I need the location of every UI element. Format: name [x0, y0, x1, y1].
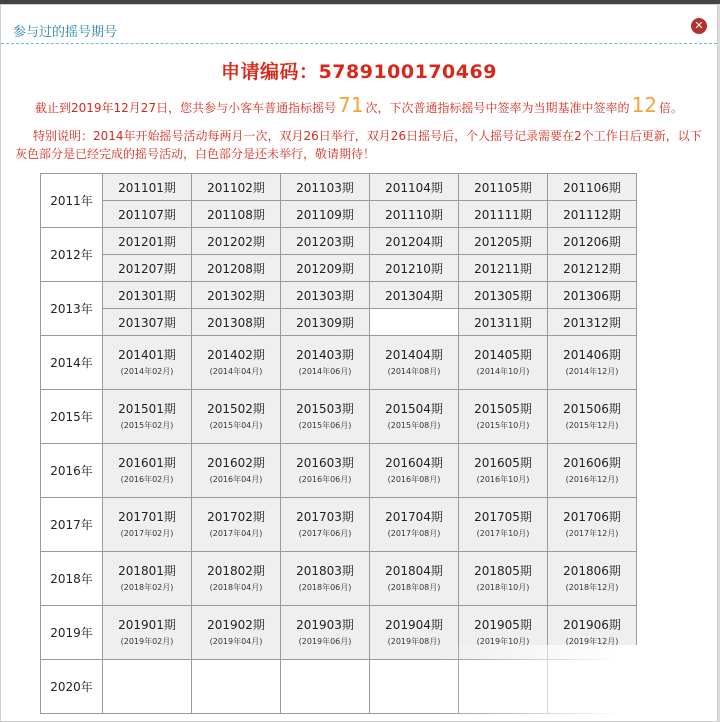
period-cell: 201201期 — [103, 228, 192, 255]
period-date: (2019年02月) — [120, 636, 174, 646]
period-cell: 201107期 — [103, 201, 192, 228]
period-number: 201406期 — [563, 347, 621, 362]
period-date: (2019年10月) — [476, 636, 530, 646]
table-row — [41, 390, 637, 444]
period-number: 201506期 — [563, 401, 621, 416]
period-cell: 201209期 — [281, 255, 370, 282]
period-cell — [192, 336, 281, 390]
year-label: 2011年 — [41, 174, 103, 228]
period-number: 201405期 — [474, 347, 532, 362]
period-cell — [548, 444, 637, 498]
period-cell-future — [370, 660, 459, 714]
period-date: (2016年02月) — [120, 474, 174, 484]
period-number: 201404期 — [385, 347, 443, 362]
period-number: 201902期 — [207, 617, 265, 632]
period-cell-future — [192, 660, 281, 714]
period-cell — [548, 390, 637, 444]
period-date: (2014年10月) — [476, 366, 530, 376]
period-cell — [459, 552, 548, 606]
period-number: 201504期 — [385, 401, 443, 416]
period-cell: 201308期 — [192, 309, 281, 336]
period-cell — [281, 336, 370, 390]
period-number: 201703期 — [296, 509, 354, 524]
period-cell — [459, 606, 548, 660]
period-cell — [548, 552, 637, 606]
period-date: (2017年06月) — [298, 528, 352, 538]
period-date: (2017年10月) — [476, 528, 530, 538]
participation-count: 71 — [338, 93, 364, 117]
special-note: 特别说明：2014年开始摇号活动每两月一次，双月26日举行，双月26日摇号后，个人摇号记录需要在2个工作日后更新，以下灰色部分是已经完成的摇号活动，白色部分是还未举行，敬请期待！ — [15, 129, 702, 161]
period-cell-future — [281, 660, 370, 714]
period-cell: 201207期 — [103, 255, 192, 282]
period-cell — [370, 390, 459, 444]
period-cell: 201309期 — [281, 309, 370, 336]
period-cell: 201104期 — [370, 174, 459, 201]
period-cell: 201108期 — [192, 201, 281, 228]
period-date: (2014年12月) — [565, 366, 619, 376]
period-date: (2019年12月) — [565, 636, 619, 646]
period-cell: 201110期 — [370, 201, 459, 228]
period-cell-future — [459, 660, 548, 714]
period-cell — [548, 336, 637, 390]
period-date: (2017年02月) — [120, 528, 174, 538]
period-date: (2015年04月) — [209, 420, 263, 430]
period-cell — [192, 444, 281, 498]
period-cell: 201312期 — [548, 309, 637, 336]
period-cell: 201106期 — [548, 174, 637, 201]
period-cell — [103, 498, 192, 552]
period-cell: 201202期 — [192, 228, 281, 255]
period-cell — [459, 498, 548, 552]
close-icon[interactable]: ✕ — [691, 18, 707, 34]
period-cell: 201111期 — [459, 201, 548, 228]
period-number: 201505期 — [474, 401, 532, 416]
period-date: (2016年12月) — [565, 474, 619, 484]
period-date: (2016年04月) — [209, 474, 263, 484]
period-cell: 201105期 — [459, 174, 548, 201]
table-row — [41, 498, 637, 552]
summary-text-3: 倍。 — [659, 101, 684, 115]
table-row — [41, 282, 637, 309]
year-label: 2020年 — [41, 660, 103, 714]
period-cell — [459, 390, 548, 444]
period-number: 201706期 — [563, 509, 621, 524]
period-cell — [370, 444, 459, 498]
period-date: (2014年04月) — [209, 366, 263, 376]
period-date: (2016年10月) — [476, 474, 530, 484]
table-row — [41, 201, 637, 228]
period-number: 201501期 — [118, 401, 176, 416]
period-cell — [281, 390, 370, 444]
period-number: 201603期 — [296, 455, 354, 470]
period-number: 201806期 — [563, 563, 621, 578]
period-number: 201502期 — [207, 401, 265, 416]
period-date: (2018年10月) — [476, 582, 530, 592]
period-cell — [370, 552, 459, 606]
year-label: 2016年 — [41, 444, 103, 498]
period-cell: 201208期 — [192, 255, 281, 282]
period-number: 201904期 — [385, 617, 443, 632]
period-cell — [370, 498, 459, 552]
period-cell — [548, 606, 637, 660]
period-date: (2015年06月) — [298, 420, 352, 430]
period-cell — [281, 606, 370, 660]
period-date: (2015年08月) — [387, 420, 441, 430]
period-cell: 201109期 — [281, 201, 370, 228]
period-cell: 201307期 — [103, 309, 192, 336]
period-number: 201704期 — [385, 509, 443, 524]
period-date: (2017年12月) — [565, 528, 619, 538]
lottery-periods-table — [40, 173, 637, 714]
application-code — [1, 57, 717, 84]
period-cell: 201206期 — [548, 228, 637, 255]
period-number: 201801期 — [118, 563, 176, 578]
period-number: 201601期 — [118, 455, 176, 470]
year-label: 2015年 — [41, 390, 103, 444]
period-date: (2015年10月) — [476, 420, 530, 430]
period-cell — [192, 552, 281, 606]
period-cell: 201112期 — [548, 201, 637, 228]
period-cell — [281, 498, 370, 552]
period-cell: 201301期 — [103, 282, 192, 309]
period-number: 201804期 — [385, 563, 443, 578]
period-cell: 201103期 — [281, 174, 370, 201]
period-cell — [103, 606, 192, 660]
period-cell — [103, 390, 192, 444]
table-row — [41, 228, 637, 255]
period-number: 201903期 — [296, 617, 354, 632]
period-cell — [370, 336, 459, 390]
participation-summary — [35, 93, 683, 117]
table-row — [41, 552, 637, 606]
summary-text-1: 截止到2019年12月27日，您共参与小客车普通指标摇号 — [35, 101, 337, 115]
period-cell — [192, 498, 281, 552]
period-cell: 201311期 — [459, 309, 548, 336]
period-date: (2018年12月) — [565, 582, 619, 592]
period-number: 201901期 — [118, 617, 176, 632]
table-row — [41, 336, 637, 390]
period-cell — [281, 552, 370, 606]
year-label: 2013年 — [41, 282, 103, 336]
dialog-title: 参与过的摇号期号 — [13, 25, 118, 40]
table-row — [41, 255, 637, 282]
period-number: 201403期 — [296, 347, 354, 362]
period-number: 201803期 — [296, 563, 354, 578]
period-date: (2018年08月) — [387, 582, 441, 592]
period-cell — [192, 606, 281, 660]
table-row — [41, 444, 637, 498]
period-cell: 201102期 — [192, 174, 281, 201]
summary-text-2: 次，下次普通指标摇号中签率为当期基准中签率的 — [365, 101, 630, 115]
period-number: 201906期 — [563, 617, 621, 632]
period-date: (2014年02月) — [120, 366, 174, 376]
period-date: (2016年08月) — [387, 474, 441, 484]
period-cell — [103, 336, 192, 390]
year-label: 2019年 — [41, 606, 103, 660]
year-label: 2012年 — [41, 228, 103, 282]
table-row — [41, 660, 637, 714]
period-number: 201705期 — [474, 509, 532, 524]
period-cell — [192, 390, 281, 444]
year-label: 2017年 — [41, 498, 103, 552]
year-label: 2018年 — [41, 552, 103, 606]
lottery-history-dialog — [0, 4, 718, 722]
period-number: 201805期 — [474, 563, 532, 578]
period-number: 201602期 — [207, 455, 265, 470]
period-cell — [370, 606, 459, 660]
period-number: 201905期 — [474, 617, 532, 632]
period-cell-future — [103, 660, 192, 714]
application-code-label: 申请编码： — [221, 61, 319, 83]
period-cell: 201306期 — [548, 282, 637, 309]
period-cell: 201304期 — [370, 282, 459, 309]
application-code-value: 5789100170469 — [318, 61, 497, 83]
period-cell: 201303期 — [281, 282, 370, 309]
period-cell: 201101期 — [103, 174, 192, 201]
period-date: (2018年02月) — [120, 582, 174, 592]
period-cell — [281, 444, 370, 498]
period-date: (2018年04月) — [209, 582, 263, 592]
period-number: 201402期 — [207, 347, 265, 362]
period-date: (2019年06月) — [298, 636, 352, 646]
period-number: 201606期 — [563, 455, 621, 470]
period-cell — [103, 444, 192, 498]
table-row — [41, 174, 637, 201]
period-cell — [103, 552, 192, 606]
period-cell — [548, 498, 637, 552]
period-cell: 201212期 — [548, 255, 637, 282]
period-date: (2018年06月) — [298, 582, 352, 592]
period-number: 201604期 — [385, 455, 443, 470]
odds-multiple: 12 — [631, 93, 658, 117]
period-number: 201701期 — [118, 509, 176, 524]
period-cell: 201203期 — [281, 228, 370, 255]
period-cell — [370, 309, 459, 336]
period-cell: 201302期 — [192, 282, 281, 309]
period-cell: 201305期 — [459, 282, 548, 309]
period-cell — [459, 444, 548, 498]
period-cell: 201210期 — [370, 255, 459, 282]
period-number: 201802期 — [207, 563, 265, 578]
period-number: 201401期 — [118, 347, 176, 362]
period-date: (2014年08月) — [387, 366, 441, 376]
period-cell: 201204期 — [370, 228, 459, 255]
period-date: (2017年08月) — [387, 528, 441, 538]
year-label: 2014年 — [41, 336, 103, 390]
table-row — [41, 309, 637, 336]
table-row — [41, 606, 637, 660]
period-date: (2016年06月) — [298, 474, 352, 484]
period-date: (2014年06月) — [298, 366, 352, 376]
period-number: 201503期 — [296, 401, 354, 416]
period-date: (2017年04月) — [209, 528, 263, 538]
period-date: (2015年02月) — [120, 420, 174, 430]
period-cell: 201205期 — [459, 228, 548, 255]
period-cell — [459, 336, 548, 390]
period-number: 201702期 — [207, 509, 265, 524]
period-number: 201605期 — [474, 455, 532, 470]
period-date: (2019年08月) — [387, 636, 441, 646]
period-date: (2015年12月) — [565, 420, 619, 430]
dialog-header — [1, 5, 717, 44]
period-cell-future — [548, 660, 637, 714]
period-cell: 201211期 — [459, 255, 548, 282]
period-date: (2019年04月) — [209, 636, 263, 646]
